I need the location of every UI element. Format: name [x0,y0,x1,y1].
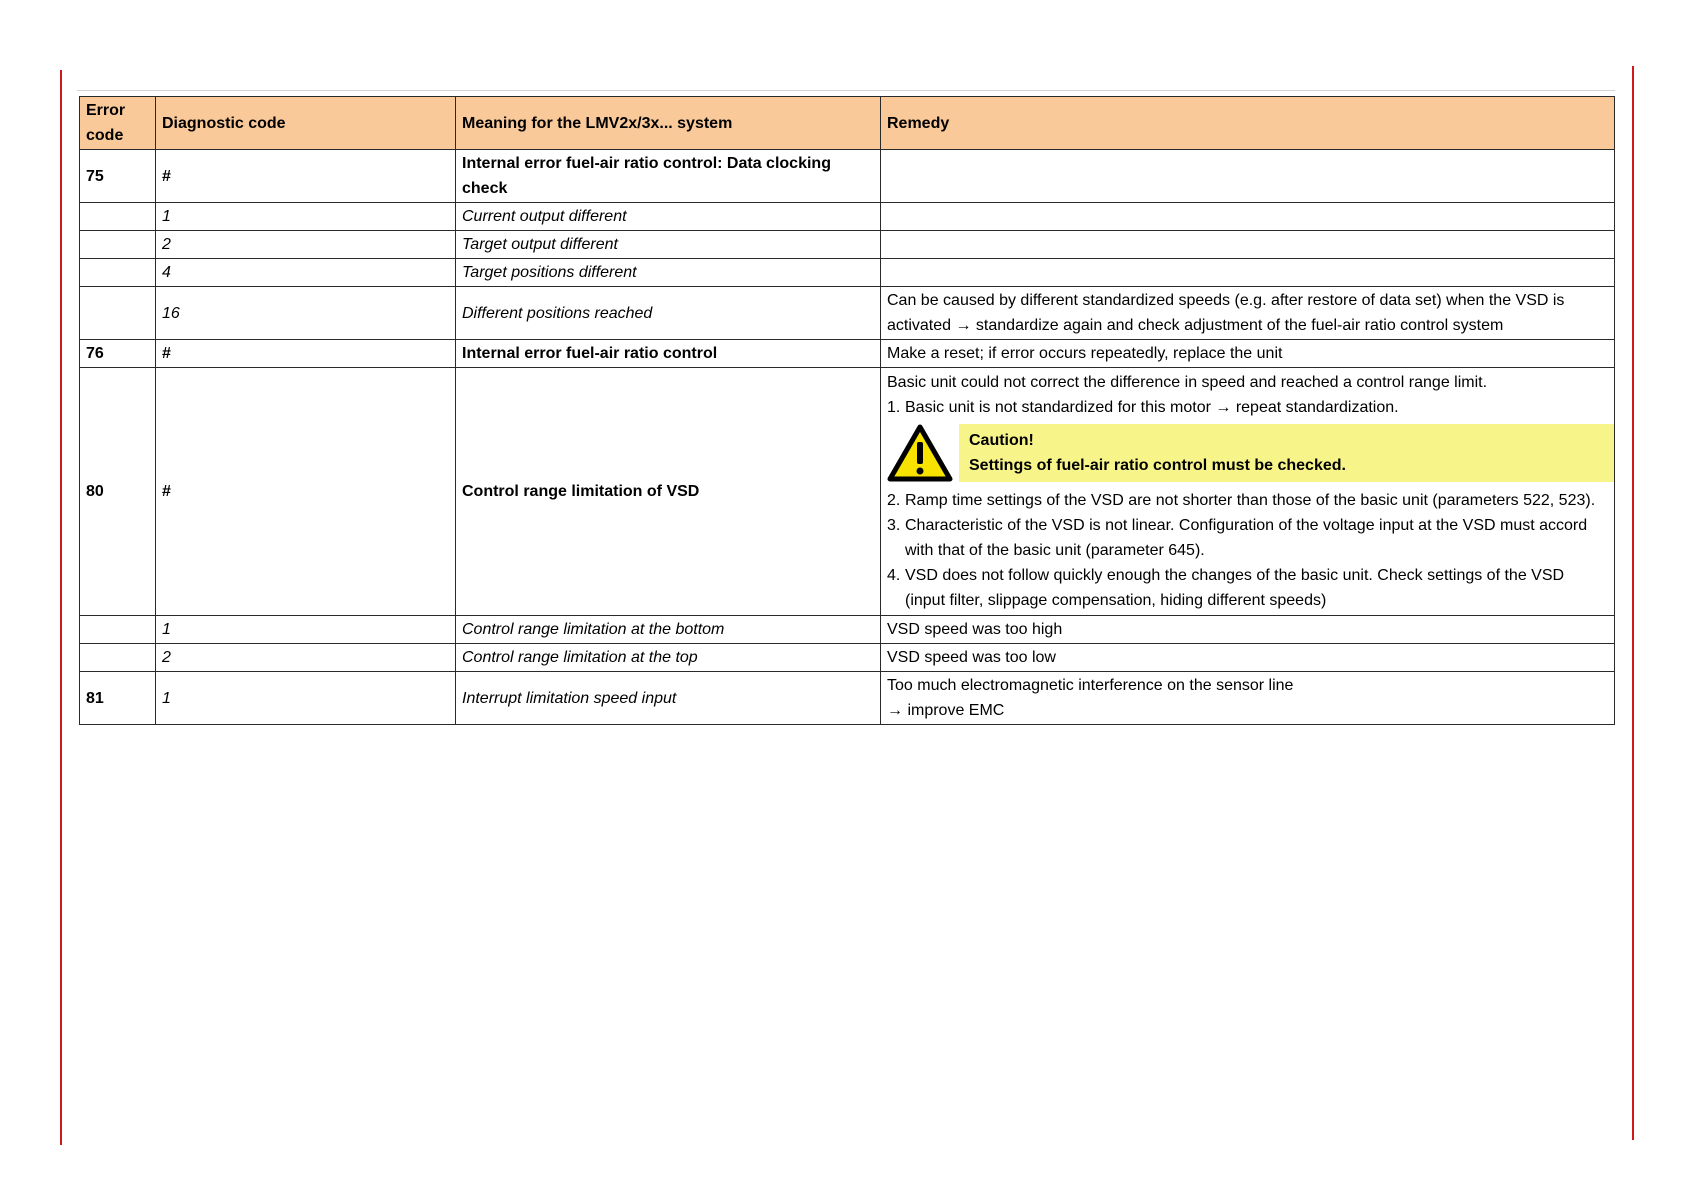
meaning-cell: Control range limitation of VSD [456,368,881,616]
right-margin-line [1632,66,1634,1140]
meaning-cell: Different positions reached [456,287,881,340]
error-code-cell [80,616,156,644]
error-code-cell: 80 [80,368,156,616]
error-code-cell [80,231,156,259]
remedy-cell: VSD speed was too low [881,644,1615,672]
remedy-cell: Make a reset; if error occurs repeatedly, replace the unit [881,340,1615,368]
remedy-cell [881,259,1615,287]
header-error-code: Error code [80,97,156,150]
meaning-cell: Target output different [456,231,881,259]
warning-triangle-icon [887,422,959,484]
meaning-cell: Current output different [456,203,881,231]
error-code-cell [80,287,156,340]
table-row [80,231,1615,259]
meaning-cell: Control range limitation at the bottom [456,616,881,644]
list-item [887,395,1608,420]
remedy-line: Too much electromagnetic interference on the sensor line [887,677,1294,694]
remedy-cell [881,203,1615,231]
header-meaning: Meaning for the LMV2x/3x... system [456,97,881,150]
error-code-cell [80,644,156,672]
list-item [887,488,1608,513]
caution-notice [887,422,1614,484]
remedy-cell [881,231,1615,259]
left-margin-line [60,70,62,1145]
list-item-text: VSD does not follow quickly enough the changes of the basic unit. Check settings of the VSD (input filter, slippage compensation, hiding different speeds) [905,567,1565,609]
remedy-80-list [887,395,1608,420]
error-code-cell [80,203,156,231]
header-remedy: Remedy [881,97,1615,150]
remedy-cell-80 [881,368,1615,616]
list-item-number: 3. [887,517,901,534]
table-row [80,672,1615,725]
diagnostic-code-cell: 1 [156,672,456,725]
meaning-cell: Control range limitation at the top [456,644,881,672]
table-row [80,203,1615,231]
diagnostic-code-cell: 2 [156,231,456,259]
remedy-cell [881,150,1615,203]
diagnostic-code-cell: # [156,340,456,368]
list-item-text: Basic unit is not standardized for this motor → repeat standardization. [905,399,1399,416]
list-item-number: 4. [887,567,901,584]
caution-title: Caution! [969,432,1034,449]
remedy-cell [881,672,1615,725]
diagnostic-code-cell: 2 [156,644,456,672]
error-code-table [79,96,1615,725]
error-code-cell [80,259,156,287]
remedy-line: → improve EMC [887,702,1005,719]
diagnostic-code-cell: # [156,150,456,203]
list-item [887,513,1608,563]
list-item-number: 1. [887,399,901,416]
meaning-cell: Target positions different [456,259,881,287]
meaning-cell: Interrupt limitation speed input [456,672,881,725]
table-row [80,616,1615,644]
remedy-80-intro: Basic unit could not correct the difference in speed and reached a control range limit. [887,374,1488,391]
table-row [80,259,1615,287]
list-item-text: Characteristic of the VSD is not linear. Configuration of the voltage input at the VSD must accord with that of the basic unit (parameter 645). [905,517,1588,559]
list-item-number: 2. [887,492,901,509]
error-code-cell: 81 [80,672,156,725]
diagnostic-code-cell: 4 [156,259,456,287]
table-row [80,340,1615,368]
meaning-cell: Internal error fuel-air ratio control [456,340,881,368]
remedy-cell: VSD speed was too high [881,616,1615,644]
meaning-cell: Internal error fuel-air ratio control: Data clocking check [456,150,881,203]
table-row [80,150,1615,203]
top-rule [77,90,1615,91]
diagnostic-code-cell: 1 [156,616,456,644]
table-row [80,644,1615,672]
list-item-text: Ramp time settings of the VSD are not shorter than those of the basic unit (parameters 522, 523). [905,492,1596,509]
remedy-80-list-continued [887,488,1608,613]
table-header-row [80,97,1615,150]
diagnostic-code-cell: 1 [156,203,456,231]
table-row [80,287,1615,340]
diagnostic-code-cell: # [156,368,456,616]
caution-text: Settings of fuel-air ratio control must be checked. [969,457,1346,474]
error-code-cell: 76 [80,340,156,368]
diagnostic-code-cell: 16 [156,287,456,340]
error-code-cell: 75 [80,150,156,203]
table-row [80,368,1615,616]
header-diagnostic-code: Diagnostic code [156,97,456,150]
caution-box [959,424,1614,482]
list-item [887,563,1608,613]
remedy-cell: Can be caused by different standardized speeds (e.g. after restore of data set) when the VSD is activated → standardize again and check adjustment of the fuel-air ratio control system [881,287,1615,340]
